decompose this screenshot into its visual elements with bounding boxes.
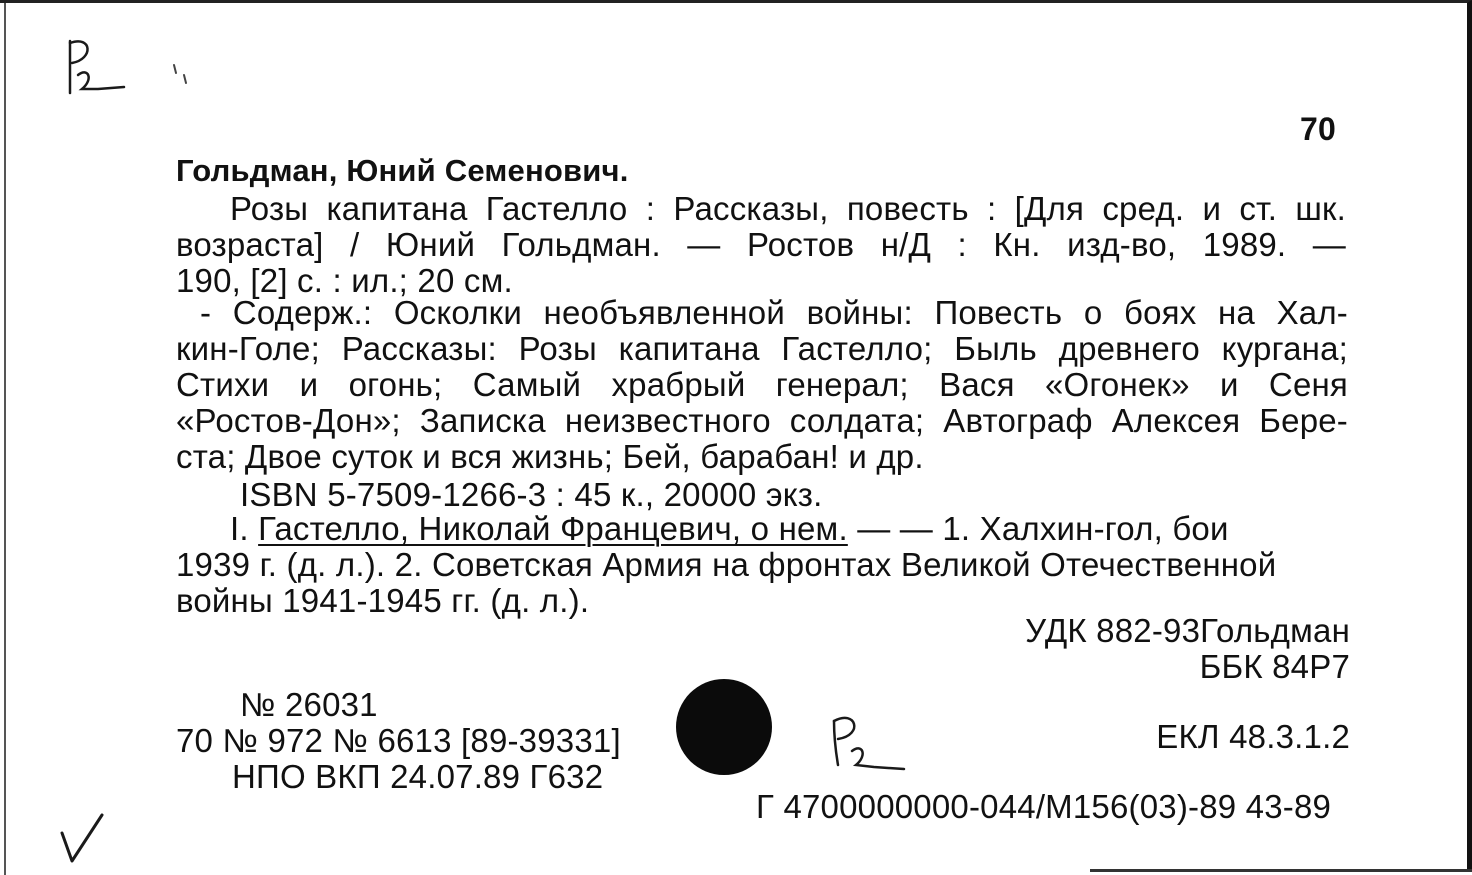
handwritten-mark-center — [826, 707, 910, 777]
handwritten-mark-top-left — [58, 33, 138, 103]
contents-line-5: ста; Двое суток и вся жизнь; Бей, барабан! и др. — [176, 438, 924, 475]
imprint-line-1: № 26031 — [240, 686, 378, 723]
subject-line-1-rest: — — 1. Халхин-гол, бои — [847, 510, 1229, 547]
description-line-2: возраста] / Юний Гольдман. — Ростов н/Д : Кн. изд-во, 1989. — — [176, 226, 1346, 263]
contents-line-2: кин-Голе; Рассказы: Розы капитана Гастелло; Быль древнего кургана; — [176, 330, 1348, 367]
imprint-line-2: 70 № 972 № 6613 [89-39331] — [176, 722, 621, 759]
ink-dot — [676, 679, 772, 775]
description-line-3: 190, [2] с. : ил.; 20 см. — [176, 262, 513, 299]
isbn-line: ISBN 5-7509-1266-3 : 45 к., 20000 экз. — [240, 476, 823, 513]
subject-person-heading: Гастелло, Николай Францевич, о нем. — [258, 510, 848, 547]
index-code: Г 4700000000-044/М156(03)-89 43-89 — [756, 788, 1332, 825]
udk-code: УДК 882-93Гольдман — [1025, 612, 1350, 649]
description-line-1: Розы капитана Гастелло : Рассказы, повесть : [Для сред. и ст. шк. — [230, 190, 1346, 227]
subject-line-2: 1939 г. (д. л.). 2. Советская Армия на фронтах Великой Отечественной — [176, 546, 1277, 583]
subject-line-3: войны 1941-1945 гг. (д. л.). — [176, 582, 590, 619]
subject-prefix: I. — [230, 510, 259, 547]
stray-marks — [168, 57, 198, 97]
contents-line-4: «Ростов-Дон»; Записка неизвестного солдата; Автограф Алексея Бере- — [176, 402, 1348, 439]
card-number: 70 — [1300, 111, 1336, 147]
ekl-code: ЕКЛ 48.3.1.2 — [1156, 718, 1350, 755]
imprint-line-3: НПО ВКП 24.07.89 Г632 — [232, 758, 604, 795]
checkmark-icon — [56, 811, 108, 867]
contents-line-3: Стихи и огонь; Самый храбрый генерал; Вася «Огонек» и Сеня — [176, 366, 1348, 403]
contents-line-1: - Содерж.: Осколки необъявленной войны: Повесть о боях на Хал- — [200, 294, 1348, 331]
subject-line-1 — [230, 511, 1229, 547]
card-left-edge — [4, 3, 6, 875]
author-heading: Гольдман, Юний Семенович. — [176, 153, 629, 188]
bbk-code: ББК 84Р7 — [1199, 648, 1350, 685]
